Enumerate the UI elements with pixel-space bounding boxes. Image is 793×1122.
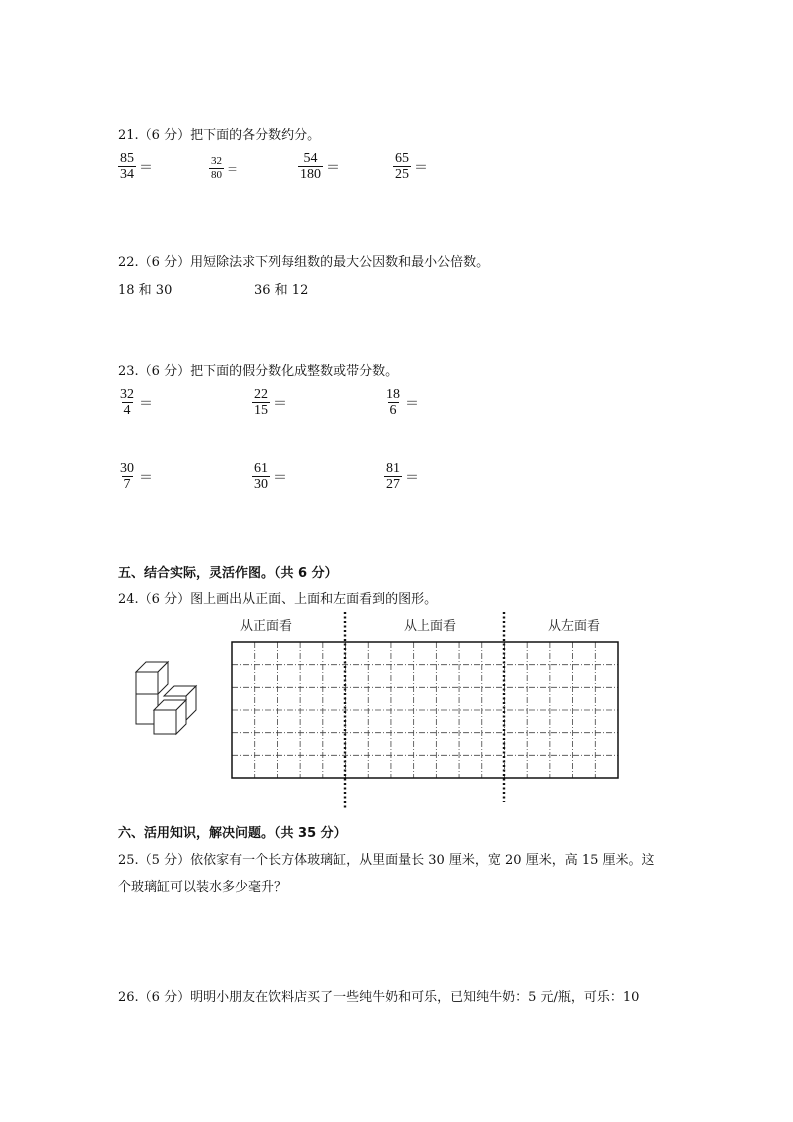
equals-sign: ＝ <box>139 470 153 486</box>
q23-fraction-5 <box>252 461 287 492</box>
q21-fraction-2 <box>209 155 238 182</box>
q25-line-1: 25.（5 分）依依家有一个长方体玻璃缸，从里面量长 30 厘米，宽 20 厘米，高 15 厘米。这 <box>118 853 655 868</box>
q23-text: 23.（6 分）把下面的假分数化成整数或带分数。 <box>118 364 399 379</box>
equals-sign: ＝ <box>273 396 287 412</box>
equals-sign: ＝ <box>326 160 340 176</box>
q21-text: 21.（6 分）把下面的各分数约分。 <box>118 128 321 143</box>
q23-fraction-4 <box>118 461 153 492</box>
q21-fraction-3 <box>298 151 340 182</box>
q21-fraction-1 <box>118 151 153 182</box>
q22-text: 22.（6 分）用短除法求下列每组数的最大公因数和最小公倍数。 <box>118 255 490 270</box>
denominator: 15 <box>254 403 268 418</box>
numerator: 32 <box>211 155 222 167</box>
equals-sign: ＝ <box>405 396 419 412</box>
equals-sign: ＝ <box>139 160 153 176</box>
label-front-view: 从正面看 <box>240 619 293 634</box>
cube-solid-figure <box>130 658 205 738</box>
q23-fraction-2 <box>252 387 287 418</box>
label-top-view: 从上面看 <box>404 619 457 634</box>
denominator: 30 <box>254 477 268 492</box>
denominator: 34 <box>120 167 134 182</box>
denominator: 27 <box>386 477 400 492</box>
q22-group-1: 18 和 30 <box>118 283 173 298</box>
equals-sign: ＝ <box>227 163 238 176</box>
q26-line-1: 26.（6 分）明明小朋友在饮料店买了一些纯牛奶和可乐，已知纯牛奶：5 元/瓶，可乐：10 <box>118 990 640 1005</box>
numerator: 81 <box>386 461 400 476</box>
numerator: 32 <box>120 387 134 402</box>
denominator: 6 <box>389 403 397 418</box>
numerator: 22 <box>254 387 268 402</box>
numerator: 65 <box>395 151 409 166</box>
q23-fraction-1 <box>118 387 153 418</box>
view-grid[interactable] <box>230 612 622 810</box>
numerator: 18 <box>386 387 400 402</box>
numerator: 30 <box>120 461 134 476</box>
denominator: 7 <box>123 477 131 492</box>
q22-group-2: 36 和 12 <box>254 283 309 298</box>
denominator: 80 <box>211 169 222 181</box>
denominator: 25 <box>395 167 409 182</box>
numerator: 85 <box>120 151 134 166</box>
cube-face <box>136 672 158 694</box>
q23-fraction-3 <box>384 387 419 418</box>
q21-fraction-4 <box>393 151 428 182</box>
section-6-title: 六、活用知识，解决问题。（共 35 分） <box>118 826 347 841</box>
cube-face <box>154 710 176 734</box>
q24-text: 24.（6 分）图上画出从正面、上面和左面看到的图形。 <box>118 592 438 607</box>
numerator: 61 <box>254 461 268 476</box>
q25-line-2: 个玻璃缸可以装水多少毫升？ <box>118 880 288 895</box>
denominator: 180 <box>300 167 321 182</box>
equals-sign: ＝ <box>273 470 287 486</box>
label-left-view: 从左面看 <box>548 619 601 634</box>
equals-sign: ＝ <box>405 470 419 486</box>
section-5-title: 五、结合实际，灵活作图。（共 6 分） <box>118 566 338 581</box>
numerator: 54 <box>303 151 318 166</box>
equals-sign: ＝ <box>139 396 153 412</box>
equals-sign: ＝ <box>414 160 428 176</box>
q23-fraction-6 <box>384 461 419 492</box>
denominator: 4 <box>123 403 131 418</box>
